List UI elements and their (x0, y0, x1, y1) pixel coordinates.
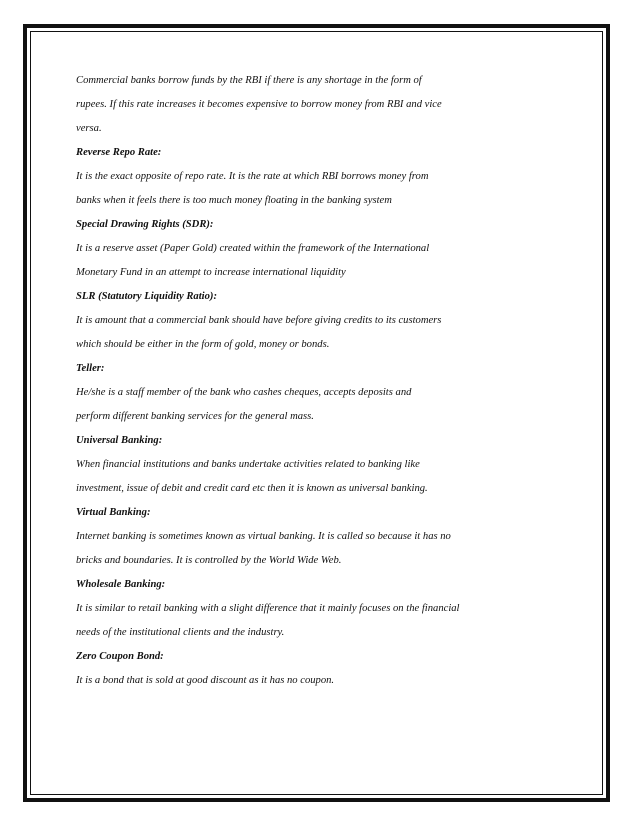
term-heading: Virtual Banking: (76, 507, 151, 518)
definition-line: When financial institutions and banks undertake activities related to banking like (76, 459, 420, 470)
definition-line: It is similar to retail banking with a slight difference that it mainly focuses on the financial (76, 603, 460, 614)
term-heading: SLR (Statutory Liquidity Ratio): (76, 291, 217, 302)
definition-line: It is a bond that is sold at good discount as it has no coupon. (76, 675, 335, 686)
definition-line: Commercial banks borrow funds by the RBI if there is any shortage in the form of (76, 75, 422, 86)
definition-line: It is a reserve asset (Paper Gold) created within the framework of the International (76, 243, 430, 254)
definition-line: perform different banking services for the general mass. (76, 411, 314, 422)
term-heading: Reverse Repo Rate: (76, 147, 162, 158)
definition-line: It is amount that a commercial bank should have before giving credits to its customers (76, 315, 442, 326)
term-heading: Universal Banking: (76, 435, 163, 446)
definition-line: investment, issue of debit and credit card etc then it is known as universal banking. (76, 483, 428, 494)
definition-line: Monetary Fund in an attempt to increase international liquidity (76, 267, 346, 278)
term-heading: Teller: (76, 363, 105, 374)
definition-line: It is the exact opposite of repo rate. It is the rate at which RBI borrows money from (76, 171, 429, 182)
definition-line: bricks and boundaries. It is controlled by the World Wide Web. (76, 555, 342, 566)
definition-line: rupees. If this rate increases it becomes expensive to borrow money from RBI and vice (76, 99, 442, 110)
definition-line: needs of the institutional clients and the industry. (76, 627, 285, 638)
definition-line: banks when it feels there is too much money floating in the banking system (76, 195, 392, 206)
term-heading: Wholesale Banking: (76, 579, 166, 590)
definition-line: He/she is a staff member of the bank who cashes cheques, accepts deposits and (76, 387, 412, 398)
term-heading: Zero Coupon Bond: (76, 651, 164, 662)
term-heading: Special Drawing Rights (SDR): (76, 219, 214, 230)
definition-line: which should be either in the form of gold, money or bonds. (76, 339, 330, 350)
glossary-body (76, 69, 566, 693)
definition-line: versa. (76, 123, 102, 134)
definition-line: Internet banking is sometimes known as virtual banking. It is called so because it has no (76, 531, 451, 542)
